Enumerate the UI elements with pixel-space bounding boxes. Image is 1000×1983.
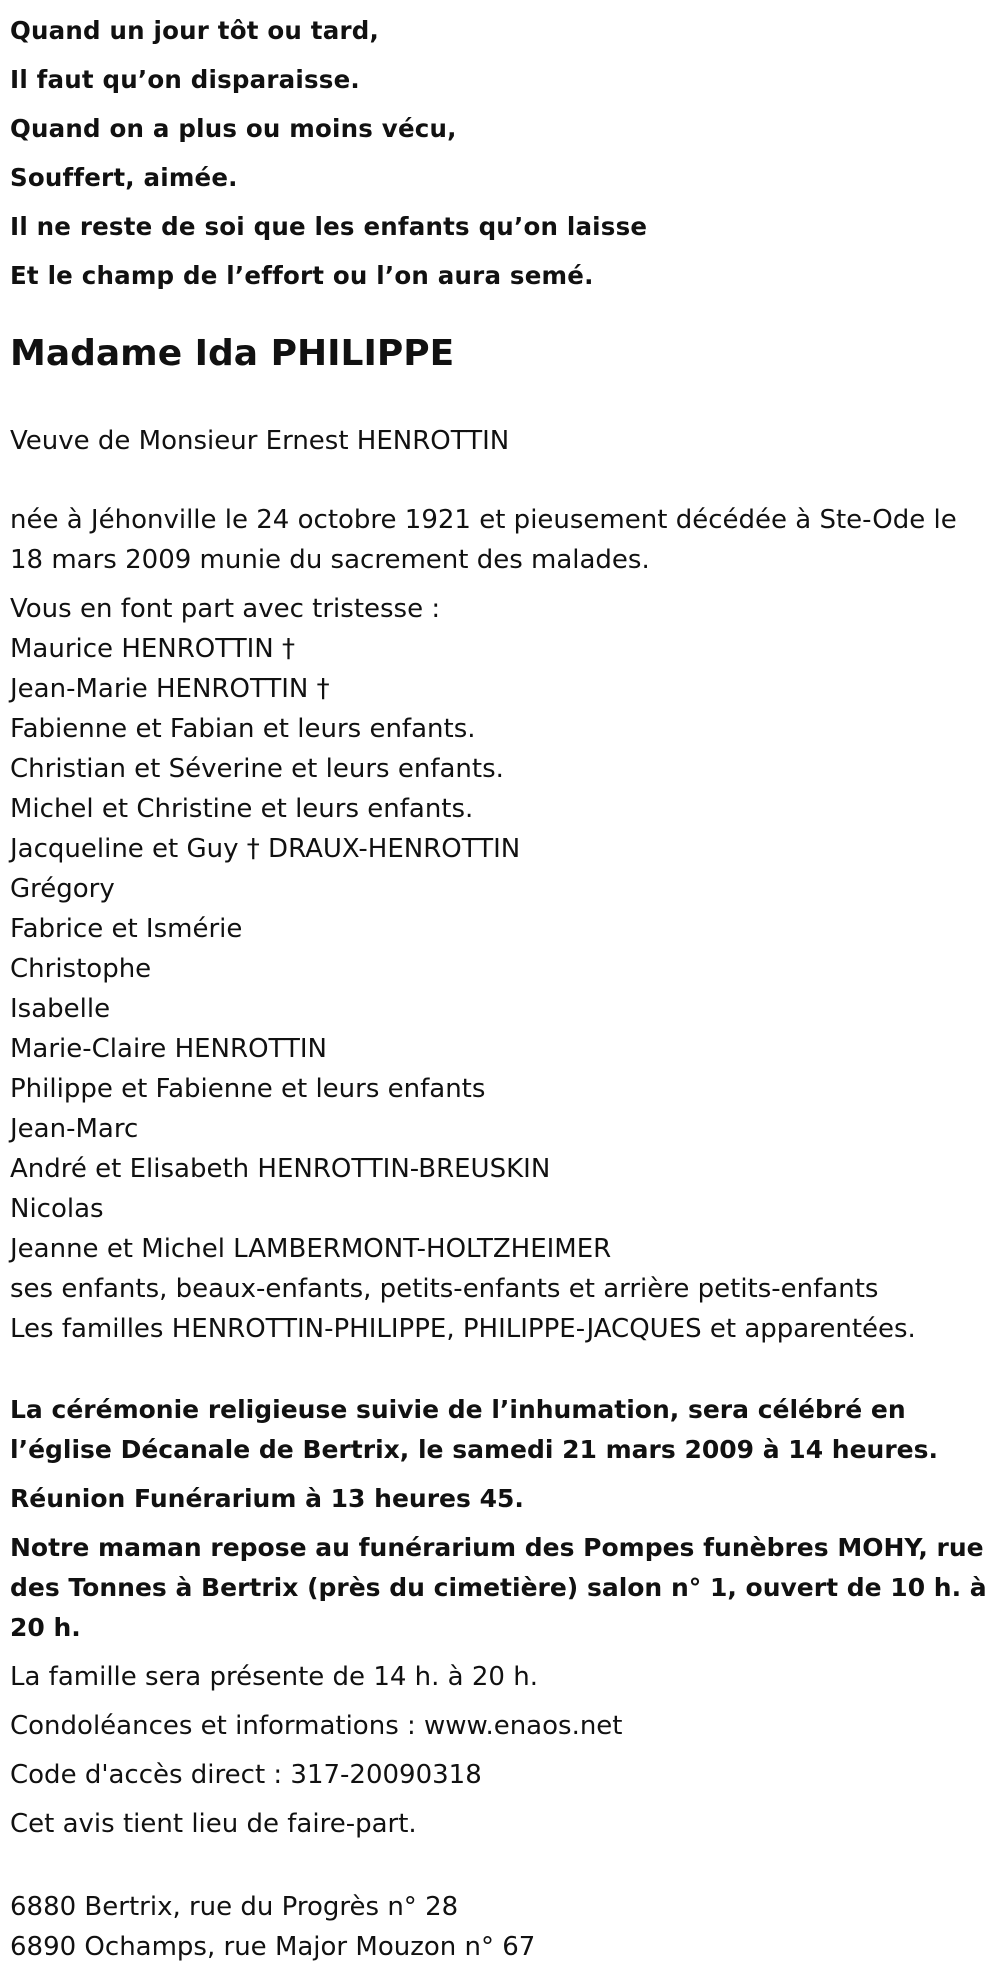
address-line: 6890 Ochamps, rue Major Mouzon n° 67 (10, 1932, 536, 1962)
poem-line: Souffert, aimée. (10, 163, 238, 192)
family-line: Jean-Marie HENROTTIN † (10, 674, 330, 704)
family-line: Les familles HENROTTIN-PHILIPPE, PHILIPPE-JACQUES et apparentées. (10, 1314, 916, 1344)
poem-line: Et le champ de l’effort ou l’on aura semé. (10, 261, 594, 290)
poem (10, 6, 970, 300)
widow-of-line: Veuve de Monsieur Ernest HENROTTIN (10, 426, 510, 456)
family-line: Fabienne et Fabian et leurs enfants. (10, 714, 476, 744)
poem-line: Il faut qu’on disparaisse. (10, 65, 360, 94)
ceremony-paragraph: La cérémonie religieuse suivie de l’inhumation, sera célébré en l’église Décanale de Bertrix, le samedi 21 mars 2009 à 14 heures. (10, 1395, 939, 1464)
family-presence-line: La famille sera présente de 14 h. à 20 h. (10, 1662, 538, 1692)
poem-line: Il ne reste de soi que les enfants qu’on laisse (10, 212, 648, 241)
birth-death-paragraph: née à Jéhonville le 24 octobre 1921 et pieusement décédée à Ste-Ode le 18 mars 2009 munie du sacrement des malades. (10, 505, 957, 575)
family-list (10, 589, 990, 1349)
family-line: Jean-Marc (10, 1114, 139, 1144)
addresses (10, 1887, 990, 1967)
access-code-line: Code d'accès direct : 317-20090318 (10, 1760, 482, 1790)
family-line: Jeanne et Michel LAMBERMONT-HOLTZHEIMER (10, 1234, 612, 1264)
family-line: Marie-Claire HENROTTIN (10, 1034, 327, 1064)
family-line: Philippe et Fabienne et leurs enfants (10, 1074, 486, 1104)
family-line: Maurice HENROTTIN † (10, 634, 295, 664)
repose-paragraph: Notre maman repose au funérarium des Pompes funèbres MOHY, rue des Tonnes à Bertrix (près du cimetière) salon n° 1, ouvert de 10 h. à 20 h. (10, 1533, 987, 1642)
family-line: Grégory (10, 874, 115, 904)
poem-line: Quand on a plus ou moins vécu, (10, 114, 457, 143)
family-line: Vous en font part avec tristesse : (10, 594, 441, 624)
poem-line: Quand un jour tôt ou tard, (10, 16, 379, 45)
family-line: Christophe (10, 954, 152, 984)
family-line: Fabrice et Ismérie (10, 914, 243, 944)
family-line: Isabelle (10, 994, 111, 1024)
family-line: André et Elisabeth HENROTTIN-BREUSKIN (10, 1154, 551, 1184)
ceremony-section (10, 1390, 990, 1853)
reunion-paragraph: Réunion Funérarium à 13 heures 45. (10, 1484, 524, 1513)
deceased-name: Madame Ida PHILIPPE (10, 333, 455, 374)
notice-line: Cet avis tient lieu de faire-part. (10, 1809, 417, 1839)
family-line: ses enfants, beaux-enfants, petits-enfants et arrière petits-enfants (10, 1274, 879, 1304)
family-line: Christian et Séverine et leurs enfants. (10, 754, 504, 784)
address-line: 6880 Bertrix, rue du Progrès n° 28 (10, 1892, 459, 1922)
condolences-line: Condoléances et informations : www.enaos.net (10, 1711, 623, 1741)
family-line: Michel et Christine et leurs enfants. (10, 794, 474, 824)
family-line: Jacqueline et Guy † DRAUX-HENROTTIN (10, 834, 521, 864)
family-line: Nicolas (10, 1194, 104, 1224)
